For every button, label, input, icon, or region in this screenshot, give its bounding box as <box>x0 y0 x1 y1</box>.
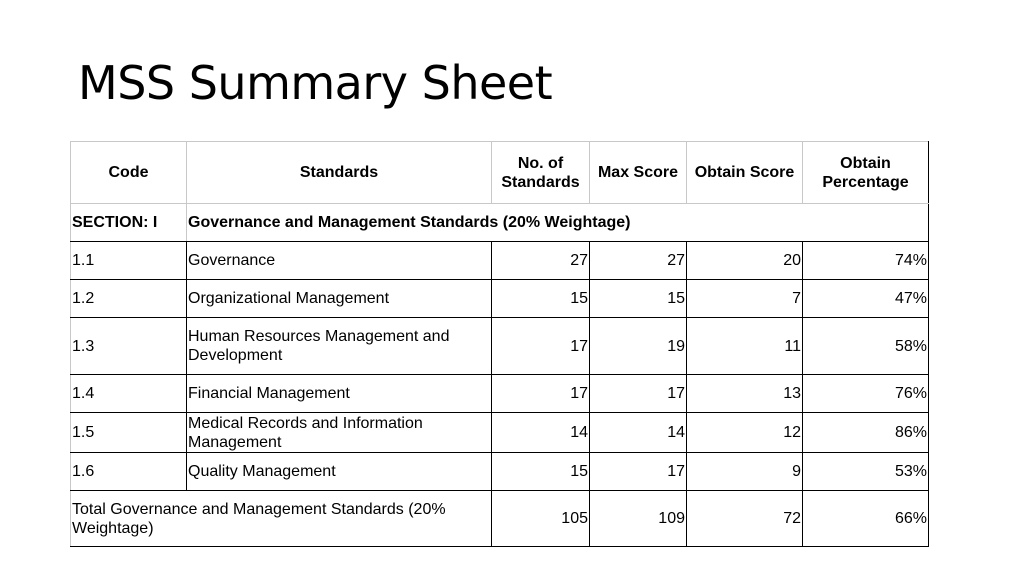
table-row <box>71 413 929 453</box>
row-obtain-percentage: 53% <box>803 453 929 491</box>
row-code: 1.1 <box>71 242 187 280</box>
row-code: 1.4 <box>71 375 187 413</box>
row-obtain-score: 13 <box>687 375 803 413</box>
total-row <box>71 491 929 547</box>
row-max-score: 15 <box>590 280 687 318</box>
total-no-of-standards: 105 <box>492 491 590 547</box>
section-row <box>71 204 929 242</box>
header-no-of-standards: No. of Standards <box>492 142 590 204</box>
row-standard: Quality Management <box>187 453 492 491</box>
table-row <box>71 318 929 375</box>
summary-table <box>70 141 929 547</box>
row-max-score: 17 <box>590 375 687 413</box>
row-standard: Financial Management <box>187 375 492 413</box>
header-max-score: Max Score <box>590 142 687 204</box>
row-standard: Medical Records and Information Management <box>187 413 492 453</box>
section-code: SECTION: I <box>71 204 187 242</box>
header-code: Code <box>71 142 187 204</box>
row-max-score: 17 <box>590 453 687 491</box>
row-no-of-standards: 15 <box>492 280 590 318</box>
row-no-of-standards: 17 <box>492 375 590 413</box>
row-max-score: 19 <box>590 318 687 375</box>
table-row <box>71 242 929 280</box>
row-obtain-percentage: 76% <box>803 375 929 413</box>
header-obtain-percentage: Obtain Percentage <box>803 142 929 204</box>
row-no-of-standards: 17 <box>492 318 590 375</box>
row-obtain-score: 12 <box>687 413 803 453</box>
slide-title: MSS Summary Sheet <box>78 56 553 110</box>
row-obtain-score: 20 <box>687 242 803 280</box>
total-obtain-percentage: 66% <box>803 491 929 547</box>
total-max-score: 109 <box>590 491 687 547</box>
row-no-of-standards: 15 <box>492 453 590 491</box>
row-obtain-percentage: 74% <box>803 242 929 280</box>
row-obtain-percentage: 58% <box>803 318 929 375</box>
row-no-of-standards: 14 <box>492 413 590 453</box>
header-obtain-score: Obtain Score <box>687 142 803 204</box>
row-obtain-percentage: 86% <box>803 413 929 453</box>
section-title: Governance and Management Standards (20% Weightage) <box>187 204 929 242</box>
total-label: Total Governance and Management Standards (20% Weightage) <box>71 491 492 547</box>
total-obtain-score: 72 <box>687 491 803 547</box>
row-max-score: 14 <box>590 413 687 453</box>
row-obtain-score: 7 <box>687 280 803 318</box>
table-row <box>71 453 929 491</box>
row-standard: Organizational Management <box>187 280 492 318</box>
row-code: 1.6 <box>71 453 187 491</box>
row-standard: Human Resources Management and Development <box>187 318 492 375</box>
row-obtain-score: 11 <box>687 318 803 375</box>
header-standards: Standards <box>187 142 492 204</box>
row-no-of-standards: 27 <box>492 242 590 280</box>
table-row <box>71 280 929 318</box>
row-code: 1.3 <box>71 318 187 375</box>
row-standard: Governance <box>187 242 492 280</box>
table-header-row <box>71 142 929 204</box>
row-code: 1.5 <box>71 413 187 453</box>
row-code: 1.2 <box>71 280 187 318</box>
row-obtain-percentage: 47% <box>803 280 929 318</box>
row-obtain-score: 9 <box>687 453 803 491</box>
table-row <box>71 375 929 413</box>
row-max-score: 27 <box>590 242 687 280</box>
